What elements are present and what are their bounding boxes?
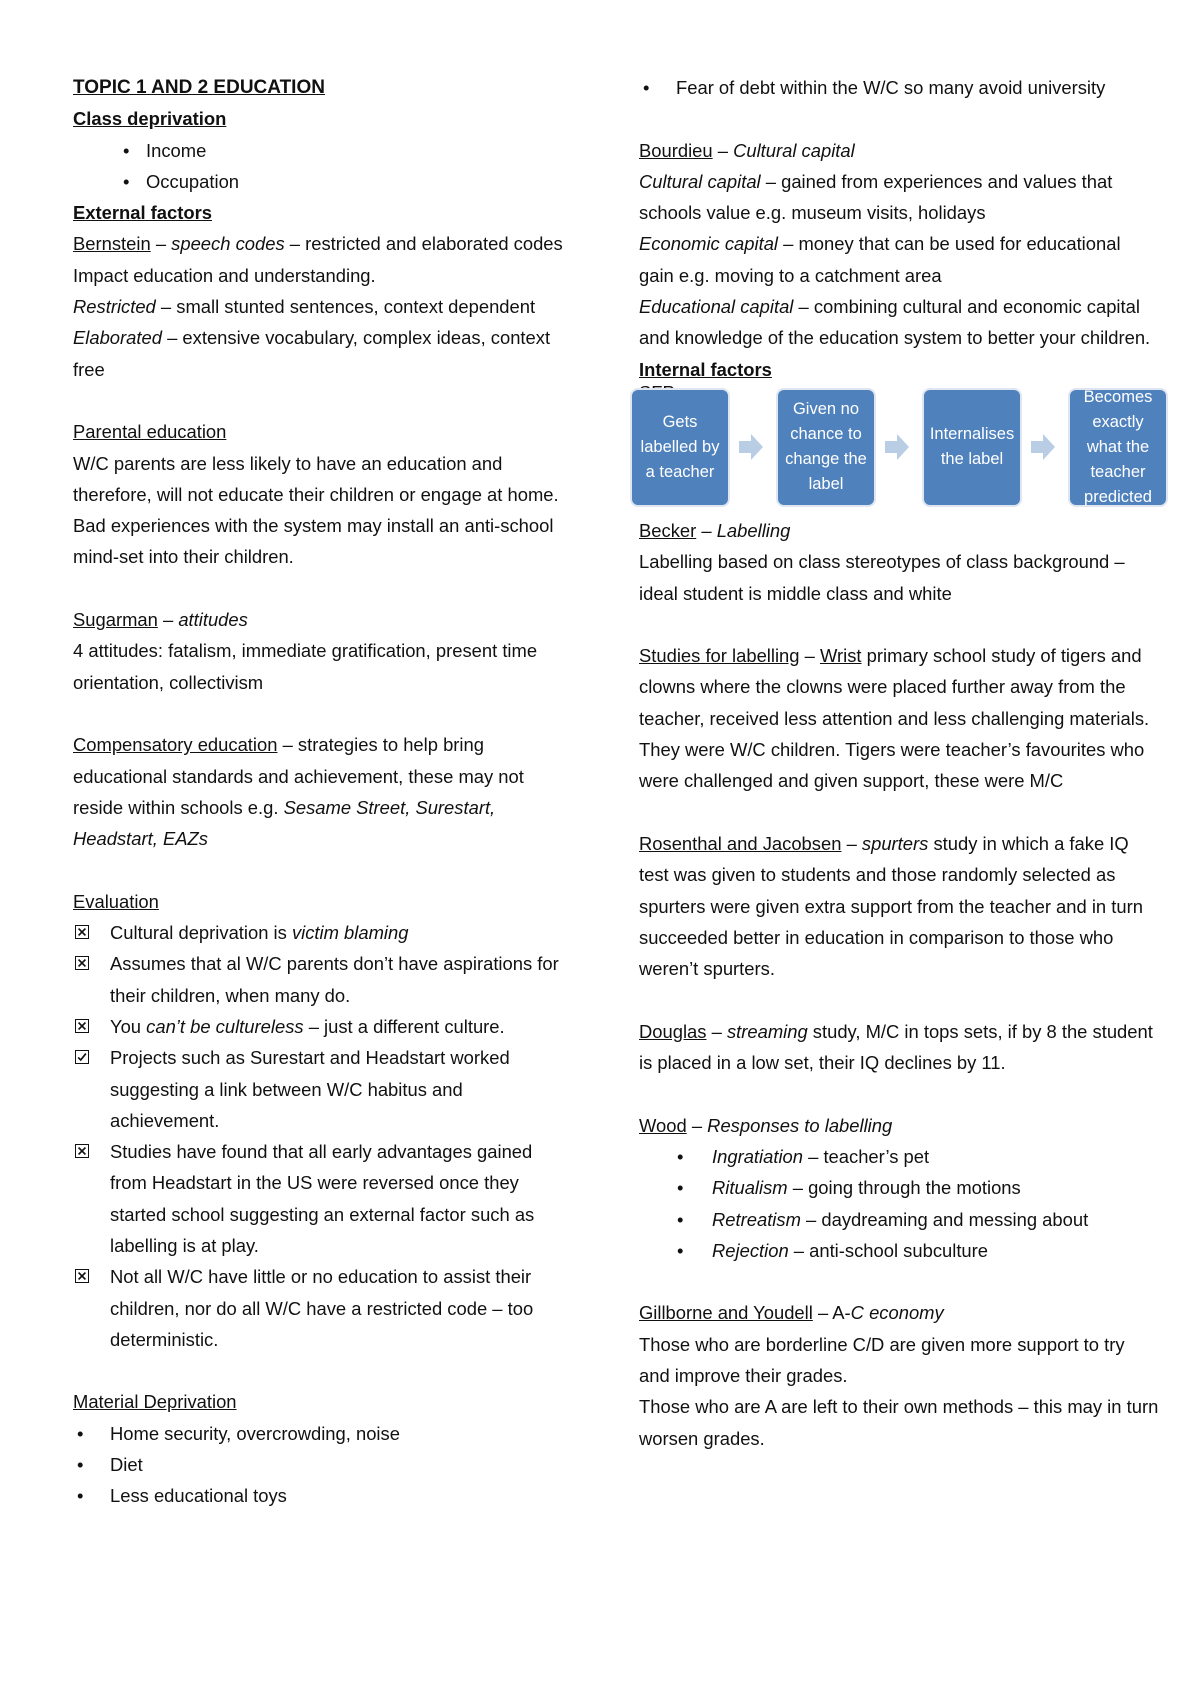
gillborne-concept: C economy xyxy=(850,1302,944,1324)
page-title: TOPIC 1 AND 2 EDUCATION xyxy=(73,77,325,98)
evaluation-text: – just a different culture. xyxy=(303,1015,505,1037)
cultural-capital-text: – gained from experiences and values that schools value e.g. museum visits, holidays xyxy=(639,170,1113,224)
wood-name: Wood xyxy=(639,1114,687,1136)
bernstein-name: Bernstein xyxy=(73,233,151,255)
wrist-name: Wrist xyxy=(819,645,862,667)
restricted-rest: – small stunted sentences, context dependent xyxy=(155,296,536,318)
evaluation-emphasis: can’t be cultureless xyxy=(146,1015,304,1037)
response-term: Retreatism xyxy=(712,1208,801,1230)
evaluation-item xyxy=(73,1042,573,1136)
arrow-right-icon xyxy=(885,434,909,460)
external-factors-heading: External factors xyxy=(73,202,213,224)
bourdieu-concept: Cultural capital xyxy=(733,139,855,161)
gillborne-heading xyxy=(639,1297,1159,1328)
list-item xyxy=(639,1172,1159,1203)
economic-capital-text: – money that can be used for educational gain e.g. moving to a catchment area xyxy=(639,233,1121,286)
studies-labelling-text: primary school study of tigers and clowns where the clowns were placed further away from the teacher, received less attention and less challenging materials. They were W/C children. Tigers were teacher’s favourites who were challenged and given support, these were M/C xyxy=(639,645,1150,792)
becker-name: Becker xyxy=(639,519,697,541)
studies-labelling-paragraph xyxy=(639,640,1159,796)
list-item: • Home security, overcrowding, noise xyxy=(73,1418,573,1449)
list-item: • Occupation xyxy=(73,166,573,197)
gillborne-text-2: Those who are A are left to their own methods – this may in turn worsen grades. xyxy=(639,1396,1159,1449)
evaluation-item xyxy=(73,1261,573,1355)
educational-capital-text: – combining cultural and economic capital and knowledge of the education system to better your children. xyxy=(639,296,1151,349)
wood-heading xyxy=(639,1110,1159,1141)
rosenthal-text: study in which a fake IQ test was given to students and those randomly selected as spurters were given extra support from the teacher and in turn succeeded better in education in comparison to those who weren’t spurters. xyxy=(639,832,1143,980)
arrow-right-icon xyxy=(739,434,763,460)
bourdieu-name: Bourdieu xyxy=(639,139,713,161)
restricted-term: Restricted xyxy=(73,296,156,318)
elaborated-paragraph xyxy=(73,322,573,385)
evaluation-heading: Evaluation xyxy=(73,890,159,912)
evaluation-text: Not all W/C have little or no education to assist their children, nor do all W/C have a restricted code – too deterministic. xyxy=(110,1266,534,1350)
sfp-step: Given no chance to change the label xyxy=(776,388,876,507)
list-item xyxy=(639,1235,1159,1266)
bernstein-impact: Impact education and understanding. xyxy=(73,264,376,286)
dash: – xyxy=(799,645,820,667)
sugarman-name: Sugarman xyxy=(73,609,158,631)
dash: – xyxy=(696,519,717,541)
compensatory-examples: Sesame Street, Surestart, Headstart, EAZs xyxy=(73,796,496,850)
material-deprivation-heading: Material Deprivation xyxy=(73,1391,237,1413)
cultural-capital-paragraph xyxy=(639,166,1159,229)
checkbox-cross-icon xyxy=(75,1019,89,1033)
bernstein-rest: – restricted and elaborated codes xyxy=(284,233,563,255)
checkbox-cross-icon xyxy=(75,956,89,970)
response-term: Ritualism xyxy=(712,1177,788,1199)
rosenthal-concept: spurters xyxy=(861,832,929,854)
bourdieu-heading xyxy=(639,135,1159,166)
left-column xyxy=(73,72,573,1512)
douglas-concept: streaming xyxy=(726,1020,808,1042)
compensatory-text: – strategies to help bring educational standards and achievement, these may not reside within schools e.g. xyxy=(73,734,524,818)
sfp-diagram xyxy=(630,385,1170,515)
material-deprivation-list xyxy=(73,1418,573,1512)
list-item: • Income xyxy=(73,135,573,166)
evaluation-text: Studies have found that all early advantages gained from Headstart in the US were reversed once they started school suggesting an external factor such as labelling is at play. xyxy=(110,1141,535,1256)
dash: – xyxy=(841,832,862,854)
response-text: – going through the motions xyxy=(787,1177,1021,1199)
checkbox-check-icon xyxy=(75,1050,89,1064)
evaluation-item xyxy=(73,1011,573,1042)
evaluation-emphasis: victim blaming xyxy=(291,922,409,944)
response-text: – teacher’s pet xyxy=(803,1145,930,1167)
gillborne-name: Gillborne and Youdell xyxy=(639,1302,813,1324)
dash: – xyxy=(150,233,172,255)
elaborated-rest: – extensive vocabulary, complex ideas, context free xyxy=(73,327,551,380)
becker-concept: Labelling xyxy=(716,519,791,541)
becker-text: Labelling based on class stereotypes of class background – ideal student is middle class and white xyxy=(639,551,1125,604)
dash: – xyxy=(706,1020,727,1042)
right-column xyxy=(639,72,1159,1454)
rosenthal-name: Rosenthal and Jacobsen xyxy=(639,832,842,854)
studies-labelling-heading: Studies for labelling xyxy=(639,645,800,667)
dash: – xyxy=(157,609,179,631)
bernstein-concept: speech codes xyxy=(171,233,285,255)
response-term: Ingratiation xyxy=(712,1145,803,1167)
list-item: • Fear of debt within the W/C so many avoid university xyxy=(639,72,1159,103)
sfp-step: Internalises the label xyxy=(922,388,1022,507)
parental-education-text: W/C parents are less likely to have an education and therefore, will not educate their children or engage at home. Bad experiences with the system may install an anti-school mind-set into their children. xyxy=(73,452,559,568)
compensatory-heading: Compensatory education xyxy=(73,734,278,756)
evaluation-list xyxy=(73,917,573,1355)
evaluation-item xyxy=(73,948,573,1011)
class-deprivation-heading: Class deprivation xyxy=(73,108,227,130)
checkbox-cross-icon xyxy=(75,1269,89,1283)
gillborne-text-1: Those who are borderline C/D are given more support to try and improve their grades. xyxy=(639,1333,1125,1386)
compensatory-paragraph xyxy=(73,729,573,854)
economic-capital-paragraph xyxy=(639,228,1159,291)
internal-factors-heading: Internal factors xyxy=(639,358,772,380)
list-item: • Less educational toys xyxy=(73,1480,573,1511)
douglas-paragraph xyxy=(639,1016,1159,1079)
educational-capital-paragraph xyxy=(639,291,1159,354)
checkbox-cross-icon xyxy=(75,1144,89,1158)
response-term: Rejection xyxy=(712,1239,789,1261)
sugarman-heading xyxy=(73,604,573,635)
evaluation-text: Cultural deprivation is xyxy=(110,922,292,944)
evaluation-text: Projects such as Surestart and Headstart worked suggesting a link between W/C habitus and achievement. xyxy=(110,1047,510,1131)
economic-capital-term: Economic capital xyxy=(639,233,779,255)
fear-list xyxy=(639,72,1159,103)
restricted-paragraph xyxy=(73,291,573,322)
douglas-text: study, M/C in tops sets, if by 8 the student is placed in a low set, their IQ declines by 11. xyxy=(639,1020,1153,1074)
arrow-right-icon xyxy=(1031,434,1055,460)
cultural-capital-term: Cultural capital xyxy=(639,170,761,192)
checkbox-cross-icon xyxy=(75,925,89,939)
list-item: • Diet xyxy=(73,1449,573,1480)
sfp-step: Becomes exactly what the teacher predicted xyxy=(1068,388,1168,507)
rosenthal-paragraph xyxy=(639,828,1159,984)
dash: – A- xyxy=(812,1302,851,1324)
evaluation-text: Assumes that al W/C parents don’t have aspirations for their children, when many do. xyxy=(110,953,559,1006)
sugarman-concept: attitudes xyxy=(178,609,248,631)
evaluation-text: You xyxy=(110,1015,147,1037)
list-item xyxy=(639,1141,1159,1172)
evaluation-item xyxy=(73,1136,573,1261)
douglas-name: Douglas xyxy=(639,1020,707,1042)
sfp-step: Gets labelled by a teacher xyxy=(630,388,730,507)
dash: – xyxy=(686,1114,708,1136)
wood-responses-list xyxy=(639,1141,1159,1266)
class-deprivation-list xyxy=(73,135,573,198)
bernstein-paragraph xyxy=(73,228,573,259)
response-text: – daydreaming and messing about xyxy=(800,1208,1089,1230)
dash: – xyxy=(712,139,734,161)
becker-heading xyxy=(639,515,1159,546)
list-item xyxy=(639,1204,1159,1235)
wood-concept: Responses to labelling xyxy=(707,1114,893,1136)
educational-capital-term: Educational capital xyxy=(639,296,794,318)
elaborated-term: Elaborated xyxy=(73,327,162,349)
response-text: – anti-school subculture xyxy=(788,1239,989,1261)
evaluation-item xyxy=(73,917,573,948)
parental-education-heading: Parental education xyxy=(73,421,227,443)
sugarman-text: 4 attitudes: fatalism, immediate gratification, present time orientation, collectivism xyxy=(73,640,538,693)
